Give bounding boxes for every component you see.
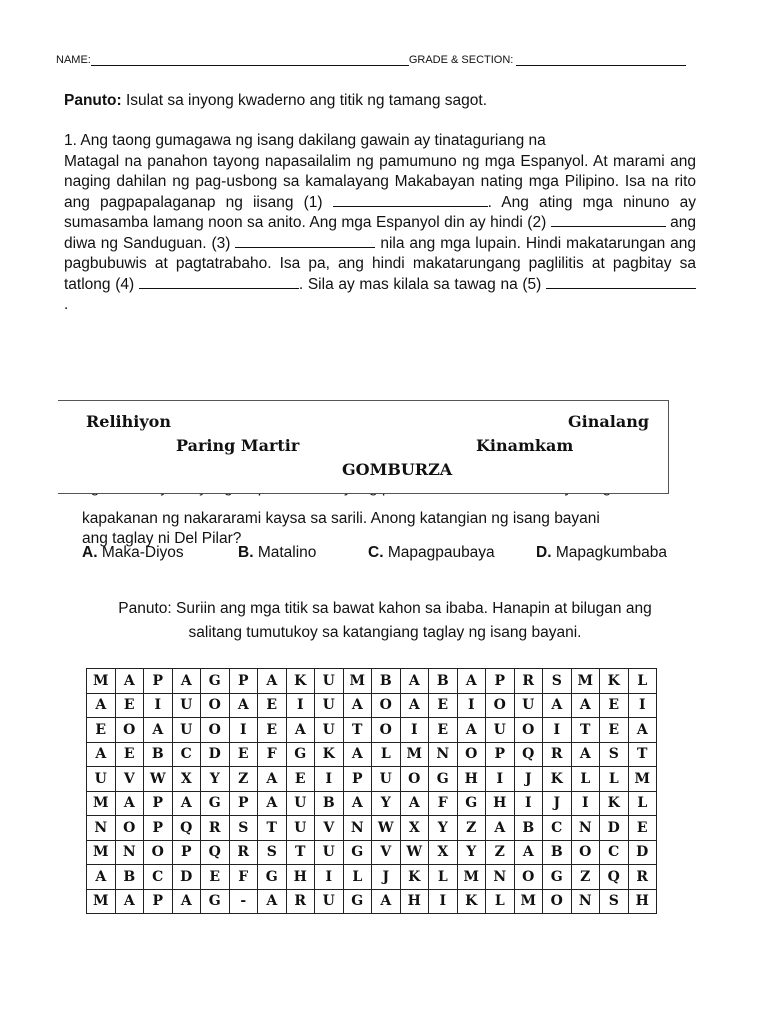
grid-cell[interactable]: K [543,767,572,792]
grid-cell[interactable]: H [400,889,429,914]
grid-cell[interactable]: E [115,693,144,718]
grid-cell[interactable]: A [172,889,201,914]
grid-cell[interactable]: O [571,840,600,865]
grid-cell[interactable]: N [87,816,116,841]
grid-cell[interactable]: E [87,718,116,743]
grid-cell[interactable]: M [514,889,543,914]
grid-cell[interactable]: U [286,791,315,816]
grid-cell[interactable]: H [628,889,657,914]
grid-cell[interactable]: G [201,669,230,694]
grid-cell[interactable]: A [543,693,572,718]
grid-cell[interactable]: O [543,889,572,914]
grid-cell[interactable]: U [372,767,401,792]
grid-cell[interactable]: Y [201,767,230,792]
grid-cell[interactable]: O [115,718,144,743]
passage-part-3: ang diwa ng Sanduguan. (3) [64,214,696,253]
fill-in-passage [64,152,696,314]
grid-cell[interactable]: U [172,718,201,743]
grid-cell[interactable]: N [115,840,144,865]
grid-cell[interactable]: A [343,791,372,816]
grid-cell[interactable]: D [172,865,201,890]
grid-cell[interactable]: D [201,742,230,767]
instruction-2 [60,597,710,645]
grid-cell[interactable]: A [258,669,287,694]
instruction-1-text: Isulat sa inyong kwaderno ang titik ng tamang sagot. [126,92,488,109]
passage-part-1: Matagal na panahon tayong napasailalim ng pamumuno ng mga Espanyol. At marami ang naging dahilan ng pag-usbong sa kamalayang Makabayan nating mga Pilipino. Isa na rito ang pagpapalaganap ng iisang (1) [64,153,696,211]
grid-cell[interactable]: A [628,718,657,743]
grid-cell[interactable]: G [429,767,458,792]
grid-cell[interactable]: B [115,865,144,890]
grid-cell[interactable]: - [229,889,258,914]
grid-cell[interactable]: Z [229,767,258,792]
grid-cell[interactable]: T [286,840,315,865]
grid-cell[interactable]: I [144,693,173,718]
grid-cell[interactable]: Q [514,742,543,767]
grid-cell[interactable]: U [514,693,543,718]
grid-cell[interactable]: M [87,791,116,816]
grid-cell[interactable]: D [600,816,629,841]
grid-cell[interactable]: A [115,791,144,816]
grid-row [87,669,657,694]
grid-cell[interactable]: I [543,718,572,743]
blank-3[interactable] [235,233,375,248]
grid-cell[interactable]: P [144,816,173,841]
grid-cell[interactable]: Y [372,791,401,816]
grid-row [87,816,657,841]
grid-cell[interactable]: K [600,791,629,816]
name-label: NAME: [56,54,91,66]
grid-cell[interactable]: K [400,865,429,890]
grid-cell[interactable]: C [543,816,572,841]
blank-1[interactable] [333,192,488,207]
grid-cell[interactable]: E [600,718,629,743]
grid-cell[interactable]: V [115,767,144,792]
grid-cell[interactable]: H [486,791,515,816]
word-relihiyon: Relihiyon [86,412,171,431]
grid-cell[interactable]: R [514,669,543,694]
grid-row [87,865,657,890]
grid-cell[interactable]: F [229,865,258,890]
choice-c-text: Mapagpaubaya [387,544,495,561]
grid-cell[interactable]: P [229,791,258,816]
grid-cell[interactable]: A [87,742,116,767]
word-ginalang: Ginalang [568,412,650,431]
grid-cell[interactable]: U [286,816,315,841]
grid-cell[interactable]: A [172,791,201,816]
grid-cell[interactable]: E [628,816,657,841]
partial-question-line-2: kapakanan ng nakararami kaysa sa sarili. Anong katangian ng isang bayani [82,510,600,527]
grid-cell[interactable]: J [372,865,401,890]
grid-row [87,889,657,914]
grid-cell[interactable]: S [543,669,572,694]
grid-cell[interactable]: O [372,693,401,718]
grid-cell[interactable]: U [87,767,116,792]
instruction-2-line-2: salitang tumutukoy sa katangiang taglay ng isang bayani. [188,624,582,641]
blank-2[interactable] [551,212,666,227]
grid-cell[interactable]: E [115,742,144,767]
grid-cell[interactable]: A [258,791,287,816]
grid-cell[interactable]: S [600,742,629,767]
grid-cell[interactable]: A [87,693,116,718]
grid-cell[interactable]: O [457,742,486,767]
grid-row [87,693,657,718]
name-input-line[interactable] [91,54,409,66]
grid-cell[interactable]: M [87,669,116,694]
grid-cell[interactable]: P [144,889,173,914]
grid-cell[interactable]: E [429,693,458,718]
grid-cell[interactable]: B [372,669,401,694]
grid-cell[interactable]: L [571,767,600,792]
grid-cell[interactable]: K [315,742,344,767]
grid-cell[interactable]: A [400,791,429,816]
grid-cell[interactable]: M [628,767,657,792]
grid-cell[interactable]: J [543,791,572,816]
partial-question-line-3: ang taglay ni Del Pilar? [82,530,242,547]
grid-cell[interactable]: W [144,767,173,792]
choice-d-text: Mapagkumbaba [555,544,667,561]
grid-cell[interactable]: B [543,840,572,865]
grid-cell[interactable]: E [286,767,315,792]
passage-part-4: nila ang mga lupain. Hindi makatarungan ang pagbubuwis at pagtatrabaho. Isa pa, ang hindi makatarungang paglilitis at pagbitay sa tatlong (4) [64,235,697,293]
choice-d-letter: D. [536,544,552,561]
grade-section-label: GRADE & SECTION: [408,54,514,66]
grid-cell[interactable]: U [315,840,344,865]
passage-part-2: . Ang ating mga ninuno ay sumasamba lamang noon sa anito. Ang mga Espanyol din ay hindi (2) [64,193,696,232]
grid-cell[interactable]: R [201,816,230,841]
grid-cell[interactable]: A [571,693,600,718]
grid-cell[interactable]: O [144,840,173,865]
grid-cell[interactable]: O [514,718,543,743]
grid-cell[interactable]: G [343,840,372,865]
grid-cell[interactable]: G [201,791,230,816]
grid-cell[interactable]: M [87,889,116,914]
grid-cell[interactable]: B [144,742,173,767]
grid-cell[interactable]: I [400,718,429,743]
grid-row [87,742,657,767]
grid-cell[interactable]: I [429,889,458,914]
grid-cell[interactable]: P [486,742,515,767]
grid-cell[interactable]: W [372,816,401,841]
grid-cell[interactable]: O [486,693,515,718]
grid-cell[interactable]: U [315,718,344,743]
grid-cell[interactable]: C [172,742,201,767]
grid-cell[interactable]: N [343,816,372,841]
grid-cell[interactable]: U [315,669,344,694]
instruction-1-label: Panuto: [64,92,122,109]
grid-row [87,791,657,816]
grid-cell[interactable]: A [372,889,401,914]
grid-cell[interactable]: Q [600,865,629,890]
grid-cell[interactable]: A [172,669,201,694]
grid-cell[interactable]: O [372,718,401,743]
grid-cell[interactable]: Q [201,840,230,865]
grid-cell[interactable]: A [87,865,116,890]
grid-cell[interactable]: L [600,767,629,792]
grid-cell[interactable]: T [343,718,372,743]
grid-cell[interactable]: U [486,718,515,743]
grid-cell[interactable]: P [486,669,515,694]
passage-part-6: . [64,295,69,313]
grid-cell[interactable]: G [457,791,486,816]
grid-cell[interactable]: L [486,889,515,914]
grid-cell[interactable]: E [258,693,287,718]
grid-cell[interactable]: N [571,889,600,914]
grid-cell[interactable]: R [229,840,258,865]
grid-cell[interactable]: E [600,693,629,718]
grid-cell[interactable]: G [286,742,315,767]
question-1-text: Ang taong gumagawa ng isang dakilang gawain ay tinataguriang na [80,132,546,149]
grid-cell[interactable]: N [571,816,600,841]
grid-cell[interactable]: T [258,816,287,841]
grid-row [87,767,657,792]
grid-cell[interactable]: T [571,718,600,743]
grid-cell[interactable]: B [429,669,458,694]
grid-cell[interactable]: A [229,693,258,718]
grid-cell[interactable]: E [429,718,458,743]
grid-cell[interactable]: A [400,693,429,718]
grid-cell[interactable]: H [457,767,486,792]
student-info-header [56,54,716,66]
choice-a-letter: A. [82,544,98,561]
grid-cell[interactable]: L [372,742,401,767]
grid-cell[interactable]: R [543,742,572,767]
grid-cell[interactable]: A [486,816,515,841]
grid-cell[interactable]: C [600,840,629,865]
grid-cell[interactable]: K [600,669,629,694]
grid-cell[interactable]: I [486,767,515,792]
grid-cell[interactable]: G [343,889,372,914]
grid-cell[interactable]: H [286,865,315,890]
grade-section-input-line[interactable] [516,54,686,66]
grid-cell[interactable]: L [429,865,458,890]
grid-cell[interactable]: I [315,767,344,792]
grid-row [87,840,657,865]
grid-cell[interactable]: A [571,742,600,767]
grid-cell[interactable]: T [628,742,657,767]
word-kinamkam: Kinamkam [476,436,574,455]
grid-cell[interactable]: Z [571,865,600,890]
grid-cell[interactable]: A [400,669,429,694]
grid-cell[interactable]: P [343,767,372,792]
grid-cell[interactable]: E [229,742,258,767]
grid-cell[interactable]: C [144,865,173,890]
grid-cell[interactable]: I [229,718,258,743]
grid-cell[interactable]: G [543,865,572,890]
choice-b-letter: B. [238,544,254,561]
grid-cell[interactable]: R [286,889,315,914]
word-search-grid [86,668,657,914]
grid-cell[interactable]: F [429,791,458,816]
grid-cell[interactable]: S [600,889,629,914]
grid-cell[interactable]: K [457,889,486,914]
grid-cell[interactable]: L [343,865,372,890]
grid-cell[interactable]: R [628,865,657,890]
grid-cell[interactable]: A [258,767,287,792]
grid-row [87,718,657,743]
grid-cell[interactable]: O [115,816,144,841]
grid-cell[interactable]: M [571,669,600,694]
grid-cell[interactable]: M [400,742,429,767]
grid-cell[interactable]: B [315,791,344,816]
grid-cell[interactable]: U [315,889,344,914]
grid-cell[interactable]: I [286,693,315,718]
grid-cell[interactable]: D [628,840,657,865]
grid-cell[interactable]: G [201,889,230,914]
instruction-1 [64,92,487,110]
grid-cell[interactable]: V [315,816,344,841]
grid-cell[interactable]: L [628,791,657,816]
grid-cell[interactable]: A [144,718,173,743]
grid-cell[interactable]: Z [486,840,515,865]
choice-c-letter: C. [368,544,384,561]
blank-5[interactable] [546,274,696,289]
grid-cell[interactable]: M [343,669,372,694]
grid-cell[interactable]: Y [429,816,458,841]
grid-cell[interactable]: O [201,693,230,718]
grid-cell[interactable]: X [172,767,201,792]
word-paring-martir: Paring Martir [176,436,300,455]
blank-4[interactable] [139,274,299,289]
grid-cell[interactable]: K [286,669,315,694]
grid-cell[interactable]: Z [457,816,486,841]
grid-cell[interactable]: U [172,693,201,718]
grid-cell[interactable]: I [628,693,657,718]
question-1-number: 1. [64,132,77,149]
grid-cell[interactable]: O [201,718,230,743]
grid-cell[interactable]: N [429,742,458,767]
grid-cell[interactable]: A [457,669,486,694]
grid-cell[interactable]: Q [172,816,201,841]
grid-cell[interactable]: E [201,865,230,890]
grid-cell[interactable]: F [258,742,287,767]
grid-cell[interactable]: W [400,840,429,865]
grid-cell[interactable]: O [514,865,543,890]
grid-cell[interactable]: P [144,791,173,816]
grid-cell[interactable]: A [343,742,372,767]
grid-cell[interactable]: I [514,791,543,816]
grid-cell[interactable]: P [144,669,173,694]
grid-cell[interactable]: E [258,718,287,743]
grid-cell[interactable]: N [486,865,515,890]
grid-cell[interactable]: I [571,791,600,816]
choice-b-text: Matalino [257,544,317,561]
grid-cell[interactable]: A [343,693,372,718]
grid-cell[interactable]: O [400,767,429,792]
grid-cell[interactable]: V [372,840,401,865]
grid-cell[interactable]: B [514,816,543,841]
grid-cell[interactable]: A [115,889,144,914]
grid-cell[interactable]: S [258,840,287,865]
grid-cell[interactable]: Y [457,840,486,865]
word-gomburza: GOMBURZA [342,460,453,479]
grid-cell[interactable]: A [115,669,144,694]
grid-cell[interactable]: P [229,669,258,694]
grid-cell[interactable]: G [258,865,287,890]
grid-cell[interactable]: P [172,840,201,865]
grid-cell[interactable]: A [514,840,543,865]
grid-cell[interactable]: A [258,889,287,914]
grid-cell[interactable]: L [628,669,657,694]
grid-cell[interactable]: X [400,816,429,841]
partial-question [82,489,682,549]
grid-cell[interactable]: X [429,840,458,865]
grid-cell[interactable]: M [457,865,486,890]
grid-cell[interactable]: J [514,767,543,792]
grid-cell[interactable]: A [286,718,315,743]
grid-cell[interactable]: I [315,865,344,890]
grid-cell[interactable]: U [315,693,344,718]
grid-cell[interactable]: S [229,816,258,841]
instruction-2-line-1: Panuto: Suriin ang mga titik sa bawat kahon sa ibaba. Hanapin at bilugan ang [118,600,652,617]
grid-cell[interactable]: I [457,693,486,718]
grid-cell[interactable]: M [87,840,116,865]
grid-cell[interactable]: A [457,718,486,743]
question-1 [64,132,696,150]
word-bank-box [58,400,669,494]
passage-part-5: . Sila ay mas kilala sa tawag na (5) [298,275,542,293]
choice-a-text: Maka-Diyos [101,544,184,561]
